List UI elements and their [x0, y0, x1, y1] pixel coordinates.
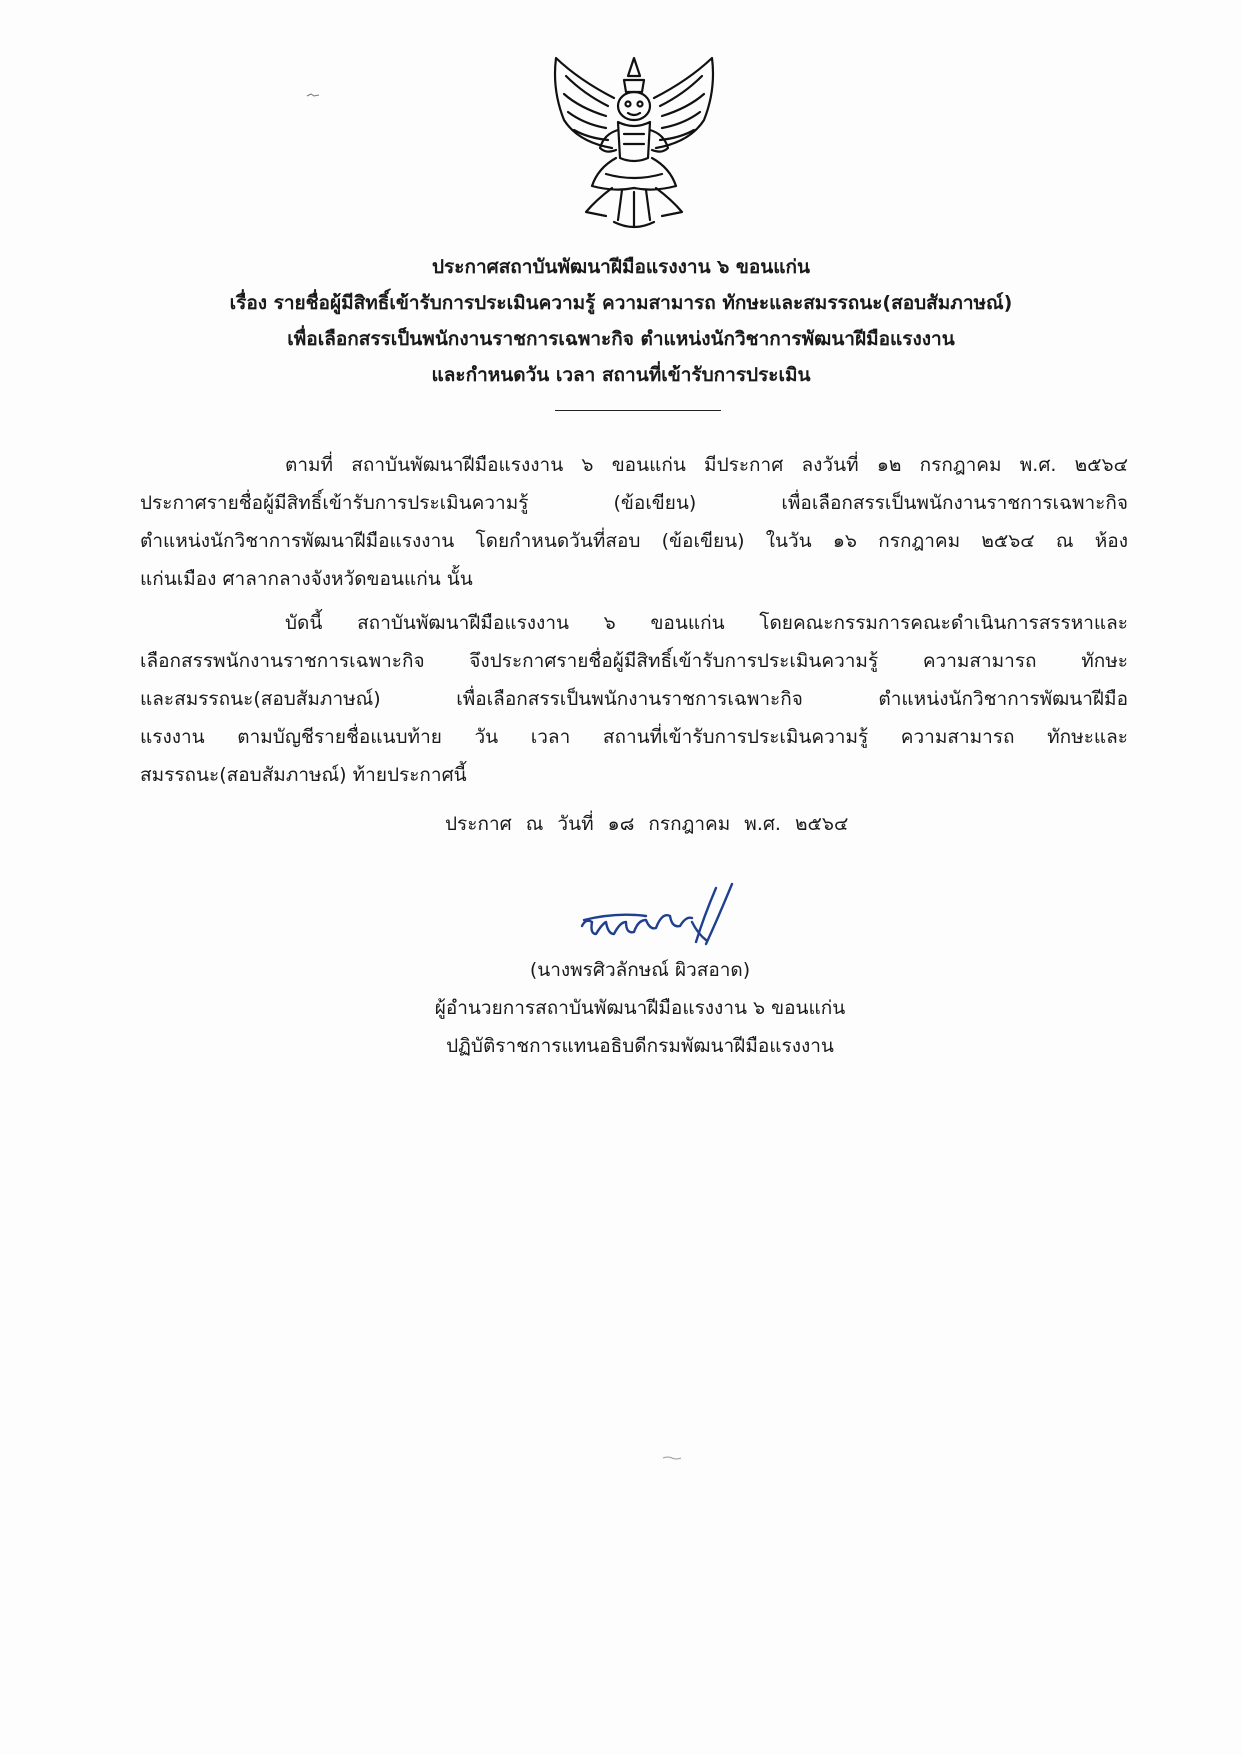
paragraph-1-line-3: ตำแหน่งนักวิชาการพัฒนาฝีมือแรงงาน โดยกำหนดวันที่สอบ (ข้อเขียน) ในวัน ๑๖ กรกฎาคม ๒๕๖๔ ณ ห้อง [140, 530, 1128, 552]
paragraph-2-line-1: บัดนี้ สถาบันพัฒนาฝีมือแรงงาน ๖ ขอนแก่น โดยคณะกรรมการคณะดำเนินการสรรหาและ [285, 612, 1128, 634]
subject-line-1: เรื่อง รายชื่อผู้มีสิทธิ์เข้ารับการประเมินความรู้ ความสามารถ ทักษะและสมรรถนะ(สอบสัมภาษณ์) [229, 292, 1013, 314]
announcement-date: ประกาศ ณ วันที่ ๑๘ กรกฎาคม พ.ศ. ๒๕๖๔ [445, 813, 849, 835]
paragraph-2-line-2: เลือกสรรพนักงานราชการเฉพาะกิจ จึงประกาศรายชื่อผู้มีสิทธิ์เข้ารับการประเมินความรู้ ความสามารถ ทักษะ [140, 650, 1128, 672]
paragraph-2-line-4: แรงงาน ตามบัญชีรายชื่อแนบท้าย วัน เวลา สถานที่เข้ารับการประเมินความรู้ ความสามารถ ทักษะและ [140, 726, 1128, 748]
subject-line-3: และกำหนดวัน เวลา สถานที่เข้ารับการประเมิน [431, 364, 811, 386]
title-divider [555, 410, 721, 411]
signatory-name: (นางพรศิวลักษณ์ ผิวสอาด) [529, 959, 751, 981]
subject-line-2: เพื่อเลือกสรรเป็นพนักงานราชการเฉพาะกิจ ตำแหน่งนักวิชาการพัฒนาฝีมือแรงงาน [287, 328, 955, 350]
announcement-title: ประกาศสถาบันพัฒนาฝีมือแรงงาน ๖ ขอนแก่น [431, 256, 810, 278]
paragraph-1-line-2: ประกาศรายชื่อผู้มีสิทธิ์เข้ารับการประเมินความรู้ (ข้อเขียน) เพื่อเลือกสรรเป็นพนักงานราชการเฉพาะกิจ [140, 492, 1128, 514]
scan-speck [306, 92, 320, 98]
paragraph-2-line-3: และสมรรถนะ(สอบสัมภาษณ์) เพื่อเลือกสรรเป็นพนักงานราชการเฉพาะกิจ ตำแหน่งนักวิชาการพัฒนาฝีมือ [140, 688, 1128, 710]
paragraph-1-line-1: ตามที่ สถาบันพัฒนาฝีมือแรงงาน ๖ ขอนแก่น มีประกาศ ลงวันที่ ๑๒ กรกฎาคม พ.ศ. ๒๕๖๔ [285, 454, 1128, 476]
paragraph-1-line-4: แก่นเมือง ศาลากลางจังหวัดขอนแก่น นั้น [140, 568, 473, 590]
garuda-emblem-icon [534, 50, 734, 235]
paragraph-2-line-5: สมรรถนะ(สอบสัมภาษณ์) ท้ายประกาศนี้ [140, 764, 467, 786]
signatory-position: ผู้อำนวยการสถาบันพัฒนาฝีมือแรงงาน ๖ ขอนแก่น [434, 997, 846, 1019]
signatory-acting-for: ปฏิบัติราชการแทนอธิบดีกรมพัฒนาฝีมือแรงงาน [446, 1035, 834, 1057]
handwritten-signature [576, 882, 746, 954]
scan-speck [662, 1455, 682, 1461]
